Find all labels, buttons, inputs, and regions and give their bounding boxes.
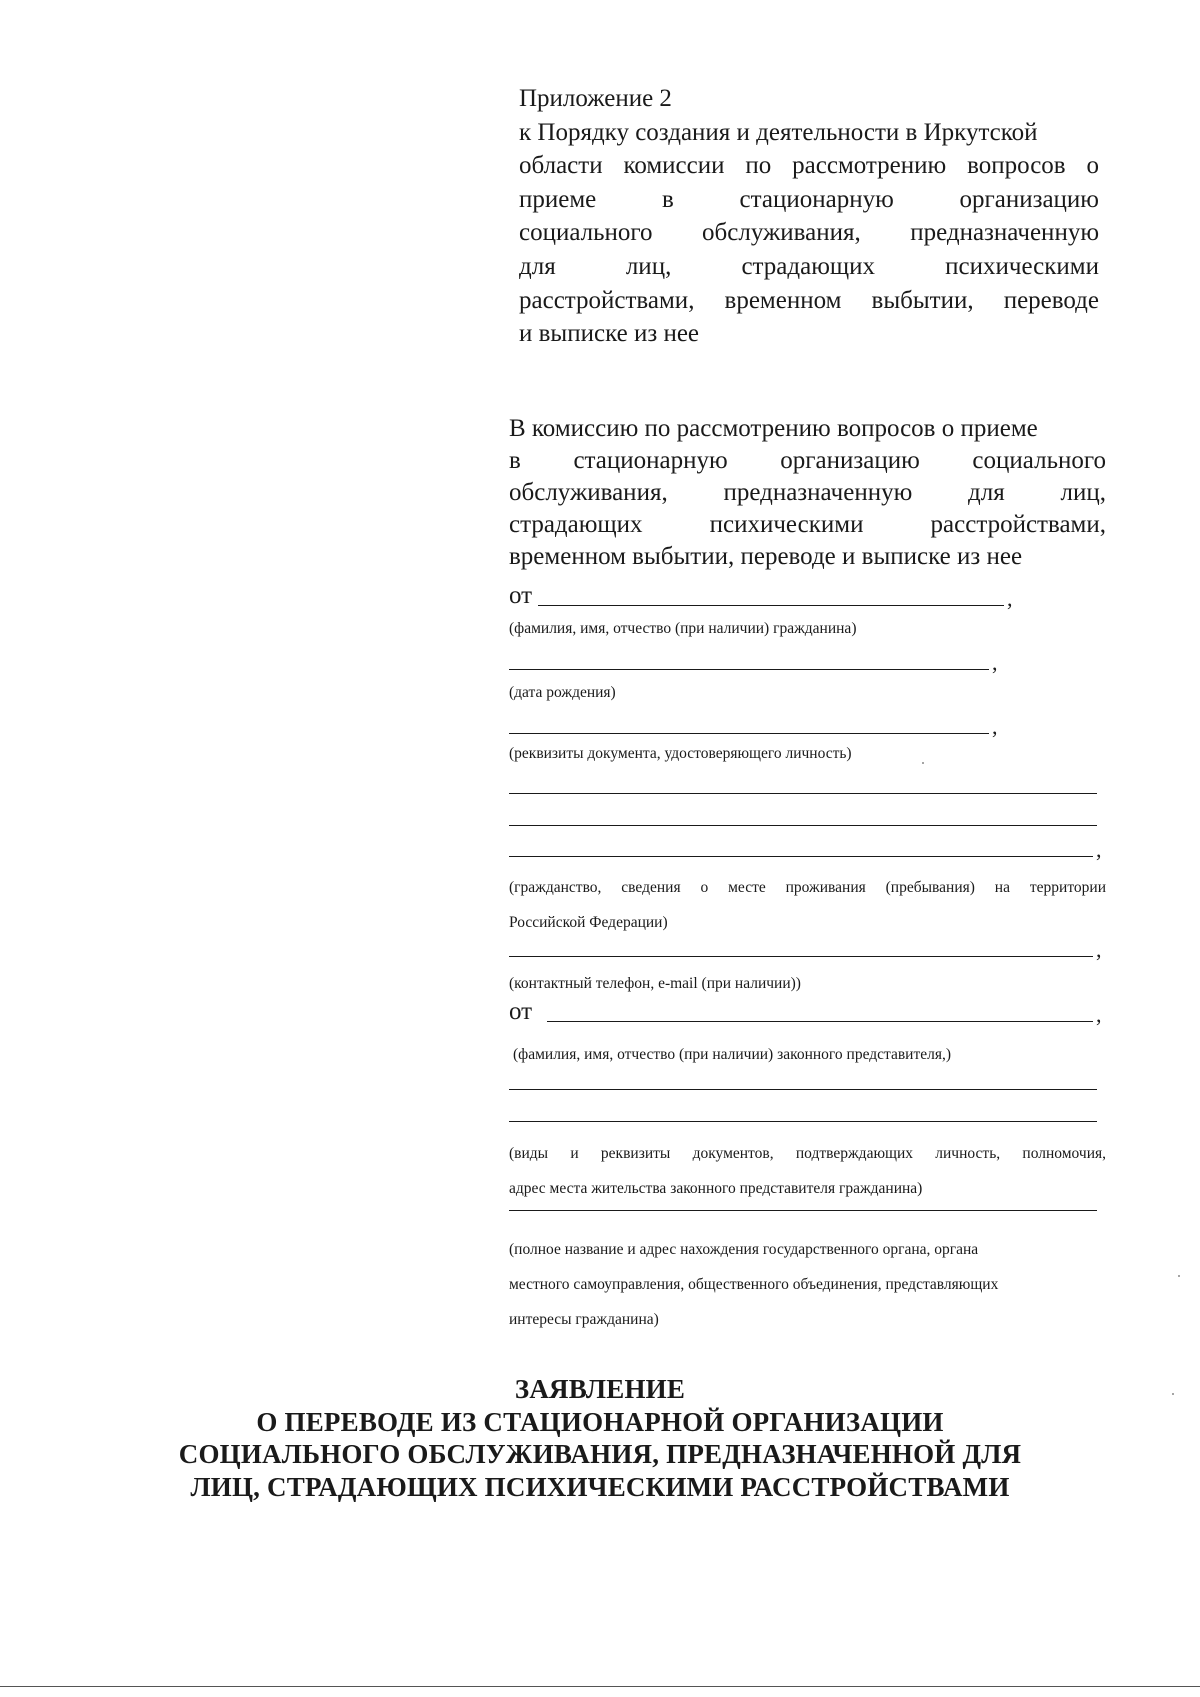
- appendix-line: Приложение 2: [519, 85, 672, 112]
- appendix-line: к Порядку создания и деятельности в Иркутской: [519, 118, 1038, 146]
- citizen-name-caption: (фамилия, имя, отчество (при наличии) гражданина): [509, 620, 857, 637]
- scan-speck: [1178, 1275, 1180, 1277]
- addressee-line: в стационарную организацию социального: [509, 447, 1106, 474]
- field-comma: ,: [992, 650, 998, 675]
- field-comma: ,: [1007, 586, 1013, 611]
- citizenship-line[interactable]: [509, 856, 1093, 857]
- appendix-line: социального обслуживания, предназначенную: [519, 219, 1099, 247]
- addressee-line: временном выбытии, переводе и выписке из нее: [509, 543, 1023, 570]
- contacts-field[interactable]: [509, 931, 1106, 961]
- representative-docs-line[interactable]: [509, 1121, 1097, 1122]
- representative-name-caption: (фамилия, имя, отчество (при наличии) законного представителя,): [513, 1046, 952, 1063]
- citizenship-caption: [509, 870, 1106, 940]
- addressee-line: В комиссию по рассмотрению вопросов о приеме: [509, 415, 1038, 442]
- birth-date-caption: (дата рождения): [509, 684, 616, 701]
- identity-document-caption: (реквизиты документа, удостоверяющего личность): [509, 745, 852, 762]
- citizenship-field[interactable]: [509, 831, 1106, 861]
- representative-docs-caption-line: адрес места жительства законного представителя гражданина): [509, 1180, 923, 1197]
- birth-date-line[interactable]: [509, 669, 989, 670]
- citizenship-line[interactable]: [509, 825, 1097, 826]
- field-comma: ,: [992, 714, 998, 739]
- identity-document-field[interactable]: [509, 708, 1019, 738]
- representative-docs-line[interactable]: [509, 1089, 1097, 1090]
- citizenship-caption-line: Российской Федерации): [509, 914, 668, 931]
- from-label: от: [509, 582, 533, 609]
- appendix-line: для лиц, страдающих психическими: [519, 252, 1099, 280]
- citizenship-caption-line: (гражданство, сведения о месте проживания (пребывания) на территории: [509, 879, 1106, 896]
- identity-document-line[interactable]: [509, 733, 989, 734]
- appendix-line: области комиссии по рассмотрению вопросов о: [519, 152, 1099, 180]
- contacts-caption: (контактный телефон, e-mail (при наличии)): [509, 975, 801, 992]
- organization-line[interactable]: [509, 1210, 1097, 1211]
- scan-speck: [1172, 1393, 1174, 1395]
- appendix-line: расстройствами, временном выбытии, переводе: [519, 286, 1099, 314]
- contacts-line[interactable]: [509, 956, 1093, 957]
- title-line: О ПЕРЕВОДЕ ИЗ СТАЦИОНАРНОЙ ОРГАНИЗАЦИИ: [256, 1406, 944, 1437]
- field-comma: ,: [1096, 837, 1102, 862]
- title-line: ЗАЯВЛЕНИЕ: [514, 1374, 686, 1404]
- from-label: от: [509, 998, 533, 1025]
- citizen-name-field[interactable]: [509, 580, 1029, 610]
- appendix-line: и выписке из нее: [519, 320, 700, 348]
- addressee-line: страдающих психическими расстройствами,: [509, 511, 1106, 538]
- addressee-block: [509, 413, 1106, 573]
- representative-docs-caption: [509, 1136, 1106, 1206]
- scan-speck: [922, 762, 924, 764]
- representative-name-field[interactable]: [509, 996, 1106, 1026]
- representative-name-line[interactable]: [547, 1021, 1093, 1022]
- appendix-header: [519, 82, 1099, 351]
- organization-caption-line: интересы гражданина): [509, 1311, 659, 1328]
- page-bottom-rule: [0, 1686, 1200, 1687]
- field-comma: ,: [1096, 937, 1102, 962]
- organization-caption-line: местного самоуправления, общественного объединения, представляющих: [509, 1276, 999, 1293]
- birth-date-field[interactable]: [509, 644, 1019, 674]
- document-title: [150, 1373, 1050, 1503]
- citizen-name-line[interactable]: [538, 605, 1004, 606]
- organization-caption-line: (полное название и адрес нахождения государственного органа, органа: [509, 1241, 979, 1258]
- organization-caption: [509, 1232, 1079, 1337]
- title-line: СОЦИАЛЬНОГО ОБСЛУЖИВАНИЯ, ПРЕДНАЗНАЧЕННОЙ ДЛЯ: [178, 1439, 1022, 1469]
- citizenship-line[interactable]: [509, 793, 1097, 794]
- representative-docs-caption-line: (виды и реквизиты документов, подтверждающих личность, полномочия,: [509, 1145, 1106, 1162]
- appendix-line: приеме в стационарную организацию: [519, 185, 1099, 213]
- title-line: ЛИЦ, СТРАДАЮЩИХ ПСИХИЧЕСКИМИ РАССТРОЙСТВАМИ: [190, 1471, 1010, 1502]
- field-comma: ,: [1096, 1002, 1102, 1027]
- addressee-line: обслуживания, предназначенную для лиц,: [509, 479, 1106, 506]
